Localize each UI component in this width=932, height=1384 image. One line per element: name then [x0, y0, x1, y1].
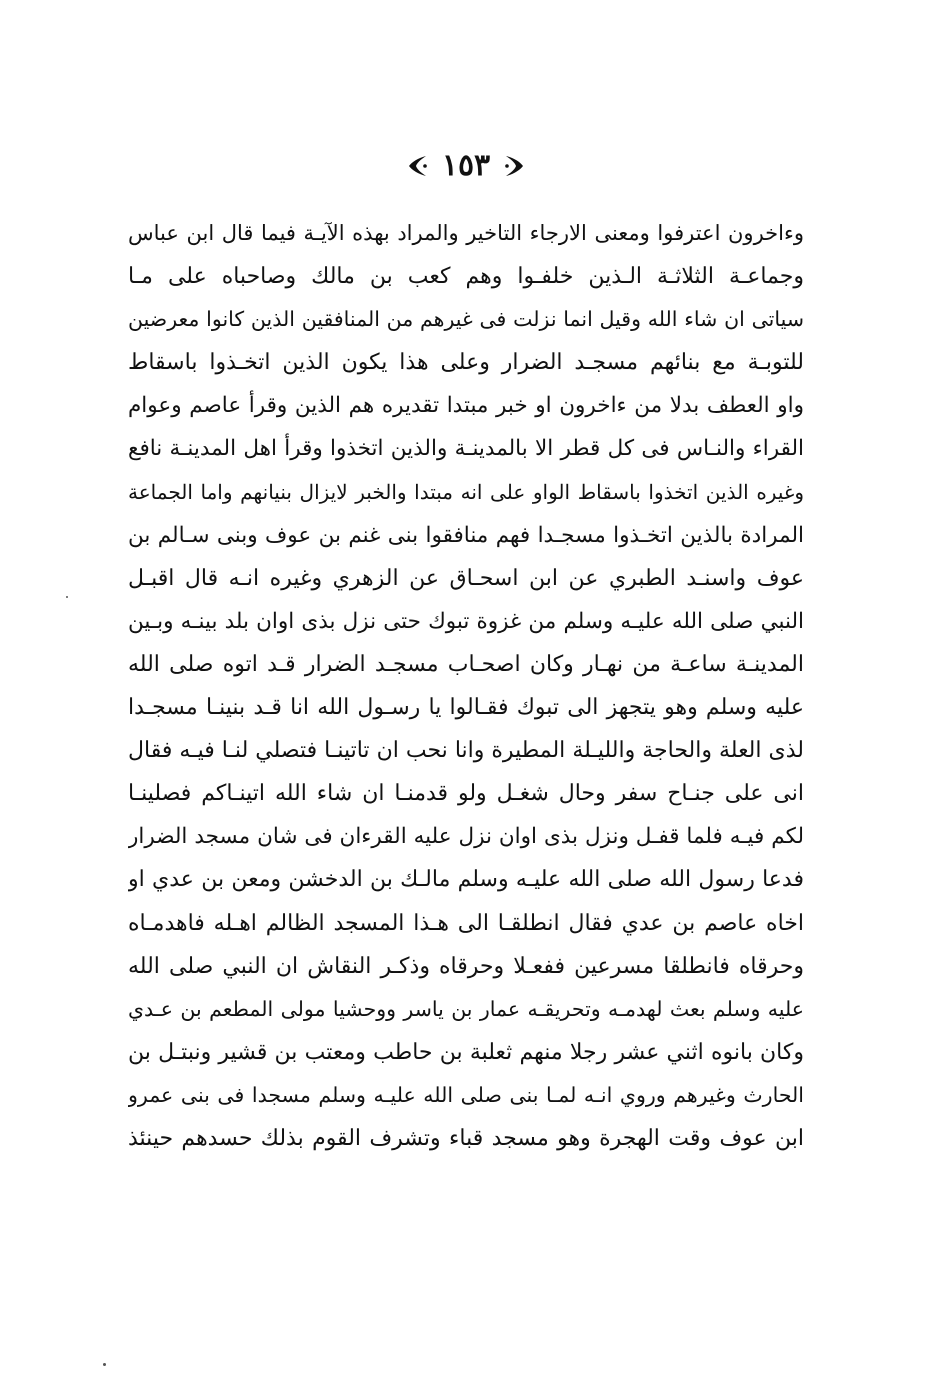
body-text: [128, 212, 804, 1160]
text-line: القراء والنـاس فى كل قطر الا بالمدينـة والذين اتخذوا وقرأ اهل المدينـة نافع: [128, 436, 804, 462]
text-line: وحرقاه فانطلقا مسرعين ففعـلا وحرقاه وذكـر النقاش ان النبي صلى الله: [128, 953, 804, 979]
text-line: لذى العلة والحاجة والليـلة المطيرة وانا نحب ان تاتينـا فتصلي لنـا فيـه فقال: [128, 738, 804, 764]
scan-speck: [66, 596, 68, 598]
text-line: عليه وسلم وهو يتجهز الى تبوك فقـالوا يا رسـول الله انا قـد بنينـا مسجـدا: [128, 695, 804, 721]
fleuron-left-icon: [406, 152, 428, 180]
text-line: واو العطف بدلا من ءاخرون او خبر مبتدا تقديره هم الذين وقرأ عاصم وعوام: [128, 393, 804, 419]
text-line: ابن عوف وقت الهجرة وهو مسجد قباء وتشرف القوم بذلك حسدهم حينئذ: [128, 1125, 804, 1151]
text-line: وكان بانوه اثني عشر رجلا منهم ثعلبة بن حاطب ومعتب بن قشير ونبتـل بن: [128, 1039, 804, 1065]
text-line: عليه وسلم بعث لهدمـه وتحريقـه عمار بن ياسر ووحشيا مولى المطعم بن عـدي: [128, 996, 804, 1021]
text-line: المرادة بالذين اتخـذوا مسجـدا فهم منافقوا بنى غنم بن عوف وبنى سـالم بن: [128, 522, 804, 548]
text-line: انى على جنـاح سفر وحال شغـل ولو قدمنـا ان شاء الله اتينـاكم فصلينـا: [128, 781, 804, 807]
text-line: اخاه عاصم بن عدي فقال انطلقـا الى هـذا المسجد الظالم اهـله فاهدمـاه: [128, 910, 804, 936]
page-header: [0, 146, 932, 186]
page-number: ١٥٣: [441, 148, 491, 183]
text-line: لكم فيـه فلما قفـل ونزل بذى اوان نزل عليه القرءان فى شان مسجد الضرار: [128, 824, 804, 850]
text-line: وءاخرون اعترفوا ومعنى الارجاء التاخير والمراد بهذه الآيـة فيما قال ابن عباس: [128, 221, 804, 245]
text-line: النبي صلى الله عليـه وسلم من غزوة تبوك حتى نزل بذى اوان بلد بينـه وبـين: [128, 608, 804, 634]
text-line: عوف واسنـد الطبري عن ابن اسحـاق عن الزهري وغيره انـه قال اقبـل: [128, 565, 804, 591]
fleuron-right-icon: [504, 152, 526, 180]
text-line: للتوبـة مع بنائهم مسجـد الضرار وعلى هذا يكون الذين اتخـذوا باسقاط: [128, 350, 804, 376]
text-line: سياتى ان شاء الله وقيل انما نزلت فى غيرهم من المنافقين الذين كانوا معرضين: [128, 307, 804, 332]
text-line: فدعا رسول الله صلى الله عليـه وسلم مالـك بن الدخشن ومعن بن عدي او: [128, 867, 804, 893]
text-line: الحارث وغيرهم وروي انـه لمـا بنى صلى الله عليـه وسلم مسجدا فى بنى عمرو: [128, 1082, 804, 1107]
text-line: وجماعـة الثلاثـة الـذين خلفـوا وهم كعب بن مالك وصاحباه على مـا: [128, 264, 804, 290]
text-line: وغيره الذين اتخذوا باسقاط الواو على انه مبتدا والخبر لايزال بنيانهم واما الجماعة: [128, 479, 804, 504]
text-line: المدينـة ساعـة من نهـار وكان اصحـاب مسجـد الضرار قـد اتوه صلى الله: [128, 651, 804, 677]
scan-speck: [103, 1363, 106, 1366]
